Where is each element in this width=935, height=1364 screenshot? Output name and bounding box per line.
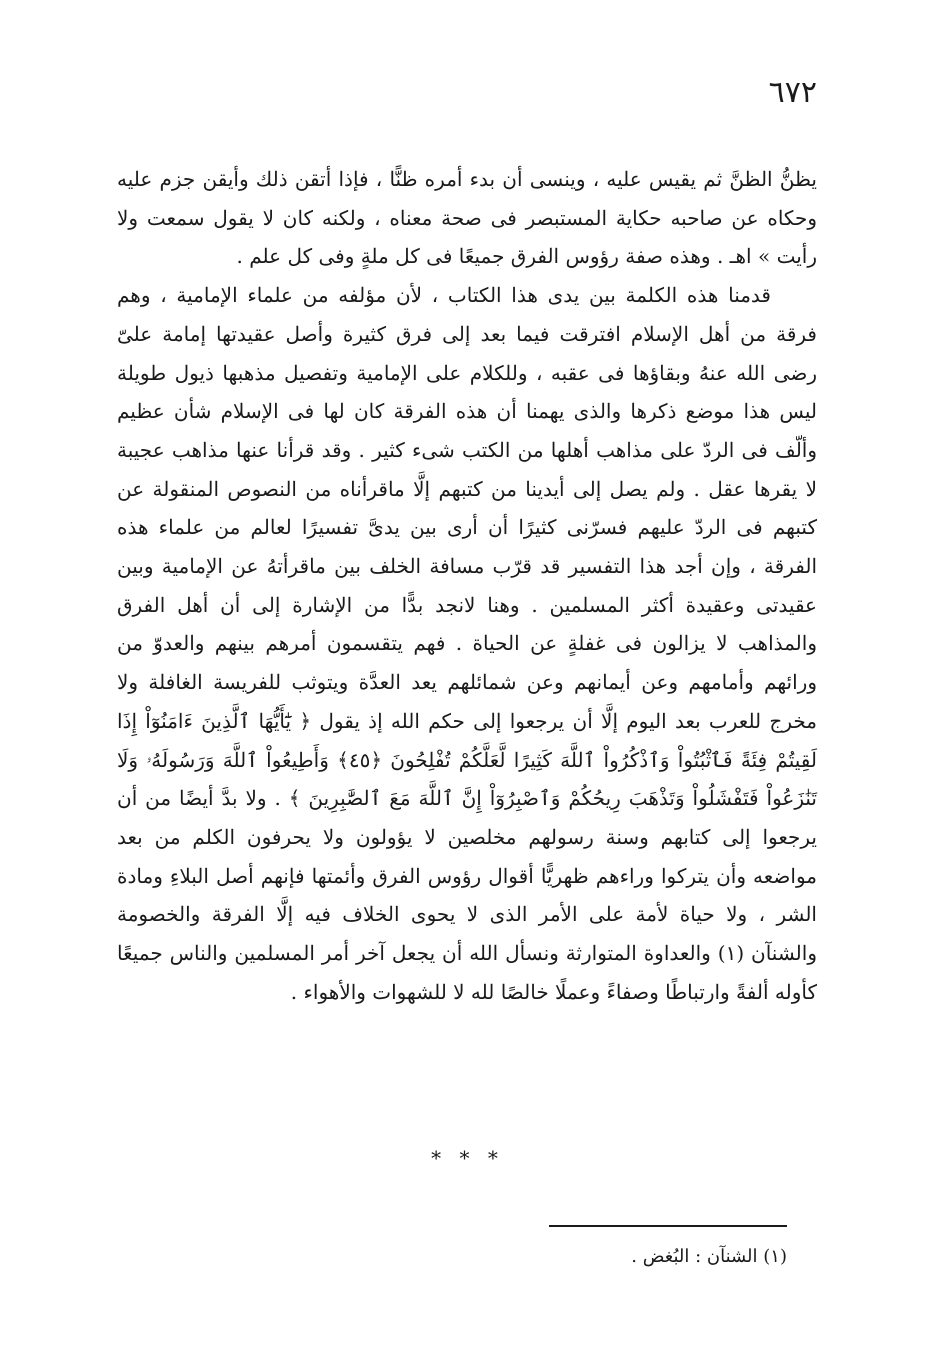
page-number: ٦٧٢ [768, 75, 817, 110]
section-separator: * * * [431, 1146, 504, 1170]
body-text [117, 160, 817, 1011]
paragraph-1: يظنُّ الظنَّ ثم يقيس عليه ، وينسى أن بدء أمره ظنًّا ، فإذا أتقن ذلك وأيقن جزم عليه وحكاه عن صاحبه حكاية المستبصر فى صحة معناه ، ولكنه كان لا يقول سمعت ولا رأيت » اهـ . وهذه صفة رؤوس الفرق جميعًا فى كل ملةٍ وفى كل علم . [117, 167, 817, 269]
footnote-1: (١) الشنآن : البُغض . [631, 1246, 787, 1267]
footnote-divider [549, 1225, 787, 1227]
paragraph-2: قدمنا هذه الكلمة بين يدى هذا الكتاب ، لأن مؤلفه من علماء الإمامية ، وهم فرقة من أهل الإسلام افترقت فيما بعد إلى فرق كثيرة وأصل عقيدتها إمامة علىّ رضى الله عنهُ وبقاؤها فى عقبه ، وللكلام على الإمامية وتفصيل مذهبها ذيول طويلة ليس هذا موضع ذكرها والذى يهمنا أن هذه الفرقة كان لها فى الإسلام شأن عظيم وألّف فى الردّ على مذاهب أهلها من الكتب شىء كثير . وقد قرأنا عنها مذاهب عجيبة لا يقرها عقل . ولم يصل إلى أيدينا من كتبهم إلَّا ماقرأناه من النصوص المنقولة عن كتبهم فى الردّ عليهم فسرّنى كثيرًا أن أرى بين يدىَّ تفسيرًا لعالم من علماء هذه الفرقة ، وإن أجد هذا التفسير قد قرّب مسافة الخلف بين ماقرأتهُ عن الإمامية وبين عقيدتى وعقيدة أكثر المسلمين . وهنا لانجد بدًّا من الإشارة إلى أن أهل الفرق والمذاهب لا يزالون فى غفلةٍ عن الحياة . فهم يتقسمون أمرهم بينهم والعدوّ من ورائهم وأمامهم وعن أيمانهم وعن شمائلهم يعد العدَّة ويتوثب للفريسة الغافلة ولا مخرج للعرب بعد اليوم إلَّا أن يرجعوا إلى حكم الله إذ يقول ﴿ يَٰٓأَيُّهَا ٱلَّذِينَ ءَامَنُوٓاْ إِذَا لَقِيتُمْ فِئَةً فَٱثْبُتُواْ وَٱذْكُرُواْ ٱللَّهَ كَثِيرًا لَّعَلَّكُمْ تُفْلِحُونَ ﴿٤٥﴾ وَأَطِيعُواْ ٱللَّهَ وَرَسُولَهُۥ وَلَا تَنَٰزَعُواْ فَتَفْشَلُواْ وَتَذْهَبَ رِيحُكُمْ وَٱصْبِرُوٓاْ إِنَّ ٱللَّهَ مَعَ ٱلصَّٰبِرِينَ ﴾ . ولا بدَّ أيضًا من أن يرجعوا إلى كتابهم وسنة رسولهم مخلصين لا يؤولون ولا يحرفون الكلم من بعد مواضعه وأن يتركوا وراءهم ظهريًّا أقوال رؤوس الفرق وأئمتها فإنهم أصل البلاءِ ومادة الشر ، ولا حياة لأمة على الأمر الذى لا يحوى الخلاف فيه إلَّا الفرقة والخصومة والشنآن (١) والعداوة المتوارثة ونسأل الله أن يجعل آخر أمر المسلمين والناس جميعًا كأوله ألفةً وارتباطًا وصفاءً وعملًا خالصًا لله لا للشهوات والأهواء . [117, 283, 818, 1004]
